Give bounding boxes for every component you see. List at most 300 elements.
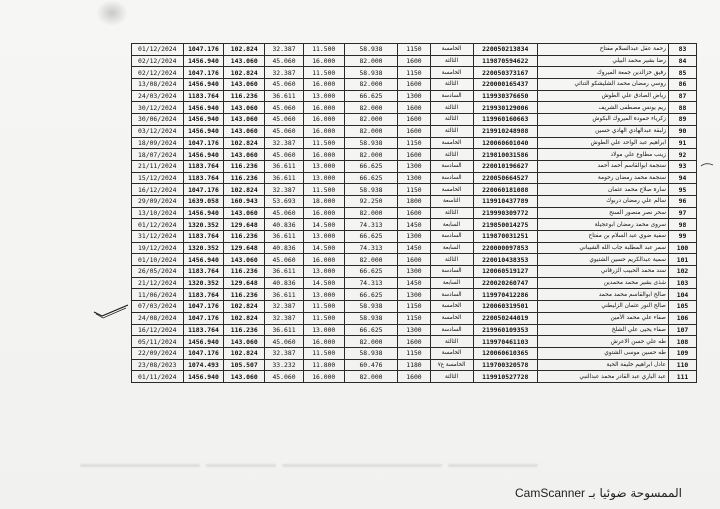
row-grade: الخامسة <box>430 312 473 324</box>
row-date: 16/12/2024 <box>132 324 184 336</box>
row-value-4: 66.625 <box>344 231 398 243</box>
row-grade: التاسعة <box>430 195 473 207</box>
scanner-watermark <box>515 486 682 500</box>
row-grade: الثالثة <box>430 254 473 266</box>
row-value-3: 11.500 <box>303 67 344 79</box>
row-national-id: 120060601040 <box>473 137 537 149</box>
row-value-4: 82.000 <box>344 149 398 161</box>
row-grade: الخامسة <box>430 347 473 359</box>
row-grade: السادسة <box>430 324 473 336</box>
row-number: 83 <box>668 44 696 56</box>
row-date: 13/08/2024 <box>132 79 184 91</box>
row-value-4: 66.625 <box>344 160 398 172</box>
row-grade: الثالثة <box>430 336 473 348</box>
table-row <box>132 371 697 383</box>
row-name: صفاء علي محمد الأمين <box>537 312 668 324</box>
row-total: 1047.176 <box>183 184 224 196</box>
row-value-4: 66.625 <box>344 324 398 336</box>
row-number: 96 <box>668 195 696 207</box>
row-total: 1320.352 <box>183 219 224 231</box>
row-value-1: 116.236 <box>224 266 265 278</box>
row-value-1: 143.060 <box>224 371 265 383</box>
row-value-3: 11.500 <box>303 184 344 196</box>
row-total: 1456.940 <box>183 125 224 137</box>
row-name: صالح النور عثمان الزليطني <box>537 301 668 313</box>
row-name: سند محمد الحبيب الزرقاني <box>537 266 668 278</box>
row-base-salary: 1600 <box>398 149 430 161</box>
row-date: 01/10/2024 <box>132 254 184 266</box>
row-value-4: 58.938 <box>344 347 398 359</box>
row-value-2: 36.611 <box>265 289 304 301</box>
row-value-4: 58.938 <box>344 44 398 56</box>
row-total: 1047.176 <box>183 347 224 359</box>
table-row <box>132 324 697 336</box>
row-grade: الثالثة <box>430 55 473 67</box>
row-total: 1183.764 <box>183 90 224 102</box>
row-base-salary: 1300 <box>398 231 430 243</box>
row-number: 103 <box>668 277 696 289</box>
row-name: صفاء يحيى علي الشلخ <box>537 324 668 336</box>
row-name: ريم يونس مصطفى الشريف <box>537 102 668 114</box>
row-value-4: 82.000 <box>344 79 398 91</box>
row-date: 01/12/2024 <box>132 219 184 231</box>
row-name: صالح ابوالقاسم محمد محمد <box>537 289 668 301</box>
row-name: سنجمة ابوالقاسم أحمد أحمد <box>537 160 668 172</box>
row-value-2: 40.836 <box>265 219 304 231</box>
row-value-1: 129.648 <box>224 242 265 254</box>
row-value-4: 58.938 <box>344 67 398 79</box>
row-grade: السابعة <box>430 219 473 231</box>
row-value-3: 11.500 <box>303 44 344 56</box>
row-number: 94 <box>668 172 696 184</box>
row-name: روسي رمضان محمد الشليشكو التنائي <box>537 79 668 91</box>
row-national-id: 119870594622 <box>473 55 537 67</box>
row-value-4: 74.313 <box>344 242 398 254</box>
row-national-id: 220050244019 <box>473 312 537 324</box>
row-value-1: 102.824 <box>224 44 265 56</box>
table-row <box>132 219 697 231</box>
row-name: شذى بشير محمد محمدين <box>537 277 668 289</box>
row-value-1: 143.060 <box>224 336 265 348</box>
row-grade: الثالثة <box>430 149 473 161</box>
row-number: 90 <box>668 125 696 137</box>
row-value-2: 32.387 <box>265 184 304 196</box>
table-row <box>132 172 697 184</box>
row-total: 1456.940 <box>183 55 224 67</box>
row-name: سارة صلاح محمد عثمان <box>537 184 668 196</box>
row-national-id: 220050213834 <box>473 44 537 56</box>
row-value-3: 16.000 <box>303 114 344 126</box>
row-value-2: 32.387 <box>265 347 304 359</box>
row-number: 99 <box>668 231 696 243</box>
row-value-2: 36.611 <box>265 90 304 102</box>
row-number: 86 <box>668 79 696 91</box>
row-grade: السادسة <box>430 172 473 184</box>
row-value-3: 16.000 <box>303 55 344 67</box>
row-value-2: 32.387 <box>265 44 304 56</box>
row-number: 93 <box>668 160 696 172</box>
row-value-3: 11.500 <box>303 312 344 324</box>
row-date: 18/07/2024 <box>132 149 184 161</box>
row-name: سمية عبدالكريم حسين الشتيوي <box>537 254 668 266</box>
row-total: 1456.940 <box>183 207 224 219</box>
row-grade: السادسة <box>430 160 473 172</box>
row-national-id: 119700320578 <box>473 359 537 371</box>
row-number: 87 <box>668 90 696 102</box>
row-name: زكرياء حمودة الميروك البكوش <box>537 114 668 126</box>
row-value-1: 143.060 <box>224 55 265 67</box>
row-name: سروى محمد رمضان ابوعجيلة <box>537 219 668 231</box>
row-name: سالم علي رمضان دربوك <box>537 195 668 207</box>
row-number: 105 <box>668 301 696 313</box>
row-date: 16/12/2024 <box>132 184 184 196</box>
row-value-1: 116.236 <box>224 172 265 184</box>
row-value-3: 16.000 <box>303 254 344 266</box>
row-base-salary: 1150 <box>398 137 430 149</box>
row-value-4: 82.000 <box>344 102 398 114</box>
row-value-4: 82.000 <box>344 114 398 126</box>
row-value-3: 13.000 <box>303 324 344 336</box>
row-base-salary: 1150 <box>398 347 430 359</box>
row-value-2: 40.836 <box>265 242 304 254</box>
row-national-id: 220010196627 <box>473 160 537 172</box>
row-value-3: 11.500 <box>303 347 344 359</box>
row-national-id: 220020260747 <box>473 277 537 289</box>
row-value-4: 58.938 <box>344 137 398 149</box>
table-row <box>132 55 697 67</box>
row-grade: الثالثة <box>430 102 473 114</box>
row-name: سنجمة محمد رمضان رحومة <box>537 172 668 184</box>
row-date: 30/12/2024 <box>132 102 184 114</box>
row-base-salary: 1600 <box>398 114 430 126</box>
row-value-2: 45.060 <box>265 254 304 266</box>
row-grade: السابعة <box>430 277 473 289</box>
row-value-3: 16.000 <box>303 207 344 219</box>
row-number: 100 <box>668 242 696 254</box>
row-name: طه علي حسن الاعرش <box>537 336 668 348</box>
row-value-2: 53.693 <box>265 195 304 207</box>
row-date: 05/11/2024 <box>132 336 184 348</box>
row-total: 1456.940 <box>183 149 224 161</box>
row-national-id: 119870031251 <box>473 231 537 243</box>
row-date: 24/08/2024 <box>132 312 184 324</box>
row-national-id: 120060519127 <box>473 266 537 278</box>
row-name: رضا بشير محمد البيلي <box>537 55 668 67</box>
row-grade: الخامسة <box>430 137 473 149</box>
row-value-4: 92.250 <box>344 195 398 207</box>
row-base-salary: 1800 <box>398 195 430 207</box>
row-number: 111 <box>668 371 696 383</box>
row-national-id: 219990309772 <box>473 207 537 219</box>
table-row <box>132 277 697 289</box>
row-date: 18/09/2024 <box>132 137 184 149</box>
table-row <box>132 44 697 56</box>
row-value-1: 105.507 <box>224 359 265 371</box>
row-value-3: 13.000 <box>303 266 344 278</box>
row-base-salary: 1600 <box>398 371 430 383</box>
row-date: 21/12/2024 <box>132 277 184 289</box>
row-grade: الثالثة <box>430 371 473 383</box>
row-base-salary: 1450 <box>398 277 430 289</box>
row-national-id: 219810031586 <box>473 149 537 161</box>
row-value-4: 82.000 <box>344 55 398 67</box>
row-value-2: 36.611 <box>265 160 304 172</box>
row-date: 03/12/2024 <box>132 125 184 137</box>
row-value-4: 74.313 <box>344 219 398 231</box>
table-row <box>132 160 697 172</box>
row-total: 1047.176 <box>183 137 224 149</box>
row-name: رحمة عقل عبدالسلام مفتاح <box>537 44 668 56</box>
row-value-3: 16.000 <box>303 149 344 161</box>
row-base-salary: 1600 <box>398 55 430 67</box>
row-base-salary: 1600 <box>398 79 430 91</box>
row-value-1: 160.943 <box>224 195 265 207</box>
row-national-id: 220050373167 <box>473 67 537 79</box>
row-value-2: 36.611 <box>265 266 304 278</box>
row-value-4: 66.625 <box>344 172 398 184</box>
row-name: سحر نصر منصور السنح <box>537 207 668 219</box>
row-base-salary: 1300 <box>398 90 430 102</box>
row-value-4: 58.938 <box>344 312 398 324</box>
row-national-id: 220000165437 <box>473 79 537 91</box>
row-date: 02/12/2024 <box>132 55 184 67</box>
row-number: 108 <box>668 336 696 348</box>
row-date: 23/08/2023 <box>132 359 184 371</box>
row-value-1: 143.060 <box>224 254 265 266</box>
row-total: 1183.764 <box>183 266 224 278</box>
row-number: 92 <box>668 149 696 161</box>
watermark-brand: CamScanner <box>515 486 586 500</box>
row-value-2: 36.611 <box>265 172 304 184</box>
row-total: 1183.764 <box>183 160 224 172</box>
row-base-salary: 1300 <box>398 160 430 172</box>
row-grade: السابعة <box>430 242 473 254</box>
row-name: عادل ابراهيم خليفة الحية <box>537 359 668 371</box>
row-name: طه حسين موسى الشتوي <box>537 347 668 359</box>
row-total: 1183.764 <box>183 324 224 336</box>
row-value-1: 102.824 <box>224 312 265 324</box>
row-total: 1183.764 <box>183 231 224 243</box>
row-base-salary: 1300 <box>398 266 430 278</box>
row-value-3: 11.500 <box>303 301 344 313</box>
row-national-id: 220010438353 <box>473 254 537 266</box>
row-value-2: 45.060 <box>265 102 304 114</box>
table-row <box>132 67 697 79</box>
row-value-1: 116.236 <box>224 90 265 102</box>
row-total: 1456.940 <box>183 79 224 91</box>
row-date: 13/10/2024 <box>132 207 184 219</box>
row-value-1: 143.060 <box>224 125 265 137</box>
row-national-id: 120060319501 <box>473 301 537 313</box>
row-total: 1456.940 <box>183 371 224 383</box>
row-national-id: 219910248988 <box>473 125 537 137</box>
row-value-1: 116.236 <box>224 289 265 301</box>
row-date: 31/12/2024 <box>132 231 184 243</box>
row-total: 1183.764 <box>183 289 224 301</box>
handwritten-checkmark <box>92 302 132 322</box>
row-value-2: 45.060 <box>265 79 304 91</box>
row-grade: الخامسة <box>430 184 473 196</box>
row-value-1: 102.824 <box>224 301 265 313</box>
row-value-1: 102.824 <box>224 137 265 149</box>
row-date: 02/12/2024 <box>132 67 184 79</box>
row-value-2: 36.611 <box>265 231 304 243</box>
row-grade: الثالثة <box>430 114 473 126</box>
row-name: زلبقة عبدالهادي الهادي حسين <box>537 125 668 137</box>
row-value-1: 143.060 <box>224 207 265 219</box>
row-grade: الثالثة <box>430 207 473 219</box>
row-national-id: 219960109353 <box>473 324 537 336</box>
payroll-table <box>131 43 697 383</box>
row-grade: السادسة <box>430 266 473 278</box>
row-value-3: 14.500 <box>303 242 344 254</box>
row-number: 95 <box>668 184 696 196</box>
row-total: 1047.176 <box>183 67 224 79</box>
row-value-3: 18.000 <box>303 195 344 207</box>
table-row <box>132 137 697 149</box>
row-national-id: 220000097853 <box>473 242 537 254</box>
row-base-salary: 1600 <box>398 102 430 114</box>
row-value-3: 16.000 <box>303 102 344 114</box>
row-number: 110 <box>668 359 696 371</box>
row-value-1: 143.060 <box>224 79 265 91</box>
row-value-3: 13.000 <box>303 231 344 243</box>
row-value-4: 74.313 <box>344 277 398 289</box>
row-national-id: 220050664527 <box>473 172 537 184</box>
row-value-2: 32.387 <box>265 301 304 313</box>
table-row <box>132 207 697 219</box>
row-grade: الثالثة <box>430 79 473 91</box>
row-number: 104 <box>668 289 696 301</box>
row-base-salary: 1300 <box>398 172 430 184</box>
row-date: 07/03/2024 <box>132 301 184 313</box>
row-name: رياض الصادق علي الطوش <box>537 90 668 102</box>
row-value-3: 16.000 <box>303 371 344 383</box>
row-value-2: 33.232 <box>265 359 304 371</box>
row-date: 01/11/2024 <box>132 371 184 383</box>
row-value-1: 102.824 <box>224 67 265 79</box>
row-base-salary: 1150 <box>398 184 430 196</box>
row-value-3: 11.500 <box>303 137 344 149</box>
scan-smudge <box>96 0 128 26</box>
table-row <box>132 184 697 196</box>
row-value-1: 143.060 <box>224 149 265 161</box>
row-total: 1456.940 <box>183 102 224 114</box>
row-name: عبد الباري عبد القادر محمد عبدالنبي <box>537 371 668 383</box>
row-total: 1183.764 <box>183 172 224 184</box>
row-value-4: 82.000 <box>344 336 398 348</box>
row-grade: السادسة <box>430 231 473 243</box>
row-value-2: 45.060 <box>265 55 304 67</box>
margin-tick-mark <box>700 161 714 169</box>
table-row <box>132 114 697 126</box>
row-value-2: 36.611 <box>265 324 304 336</box>
table-row <box>132 90 697 102</box>
row-national-id: 219930129006 <box>473 102 537 114</box>
row-value-2: 45.060 <box>265 371 304 383</box>
row-value-2: 45.060 <box>265 114 304 126</box>
row-value-4: 58.938 <box>344 301 398 313</box>
row-value-3: 13.000 <box>303 172 344 184</box>
row-value-4: 60.476 <box>344 359 398 371</box>
row-value-2: 45.060 <box>265 149 304 161</box>
row-base-salary: 1600 <box>398 125 430 137</box>
row-value-3: 14.500 <box>303 277 344 289</box>
row-grade: الخامسة ع٧ <box>430 359 473 371</box>
row-number: 107 <box>668 324 696 336</box>
row-base-salary: 1300 <box>398 324 430 336</box>
row-base-salary: 1450 <box>398 242 430 254</box>
row-value-2: 32.387 <box>265 137 304 149</box>
row-value-1: 129.648 <box>224 219 265 231</box>
table-row <box>132 195 697 207</box>
row-value-2: 32.387 <box>265 67 304 79</box>
row-date: 11/06/2024 <box>132 289 184 301</box>
row-grade: الثالثة <box>430 125 473 137</box>
row-grade: السادسة <box>430 289 473 301</box>
row-base-salary: 1150 <box>398 301 430 313</box>
row-value-1: 116.236 <box>224 231 265 243</box>
row-number: 85 <box>668 67 696 79</box>
row-grade: السادسة <box>430 90 473 102</box>
row-value-1: 143.060 <box>224 102 265 114</box>
row-number: 101 <box>668 254 696 266</box>
row-base-salary: 1450 <box>398 219 430 231</box>
row-value-3: 13.000 <box>303 289 344 301</box>
row-number: 102 <box>668 266 696 278</box>
row-date: 29/09/2024 <box>132 195 184 207</box>
row-total: 1456.940 <box>183 114 224 126</box>
row-value-1: 116.236 <box>224 160 265 172</box>
row-name: زينب مطاوع علي مولاد <box>537 149 668 161</box>
row-national-id: 220060181088 <box>473 184 537 196</box>
row-base-salary: 1600 <box>398 336 430 348</box>
row-base-salary: 1600 <box>398 207 430 219</box>
watermark-prefix: الممسوحة ضوئيا بـ <box>588 486 682 500</box>
row-date: 22/09/2024 <box>132 347 184 359</box>
row-total: 1456.940 <box>183 254 224 266</box>
row-national-id: 119970461103 <box>473 336 537 348</box>
row-base-salary: 1150 <box>398 312 430 324</box>
table-row <box>132 266 697 278</box>
row-value-4: 66.625 <box>344 289 398 301</box>
row-base-salary: 1150 <box>398 44 430 56</box>
row-total: 1074.493 <box>183 359 224 371</box>
row-total: 1320.352 <box>183 277 224 289</box>
row-date: 26/05/2024 <box>132 266 184 278</box>
table-row <box>132 102 697 114</box>
table-row <box>132 231 697 243</box>
row-national-id: 219850014275 <box>473 219 537 231</box>
row-value-4: 82.000 <box>344 371 398 383</box>
row-value-4: 82.000 <box>344 207 398 219</box>
row-national-id: 119910437789 <box>473 195 537 207</box>
row-total: 1047.176 <box>183 44 224 56</box>
table-row <box>132 79 697 91</box>
row-national-id: 119970412286 <box>473 289 537 301</box>
table-row <box>132 125 697 137</box>
row-value-4: 66.625 <box>344 266 398 278</box>
row-date: 15/12/2024 <box>132 172 184 184</box>
row-national-id: 119960160663 <box>473 114 537 126</box>
row-number: 98 <box>668 219 696 231</box>
row-value-3: 16.000 <box>303 79 344 91</box>
row-date: 19/12/2024 <box>132 242 184 254</box>
row-value-3: 13.000 <box>303 160 344 172</box>
row-number: 97 <box>668 207 696 219</box>
row-base-salary: 1180 <box>398 359 430 371</box>
row-value-1: 143.060 <box>224 114 265 126</box>
